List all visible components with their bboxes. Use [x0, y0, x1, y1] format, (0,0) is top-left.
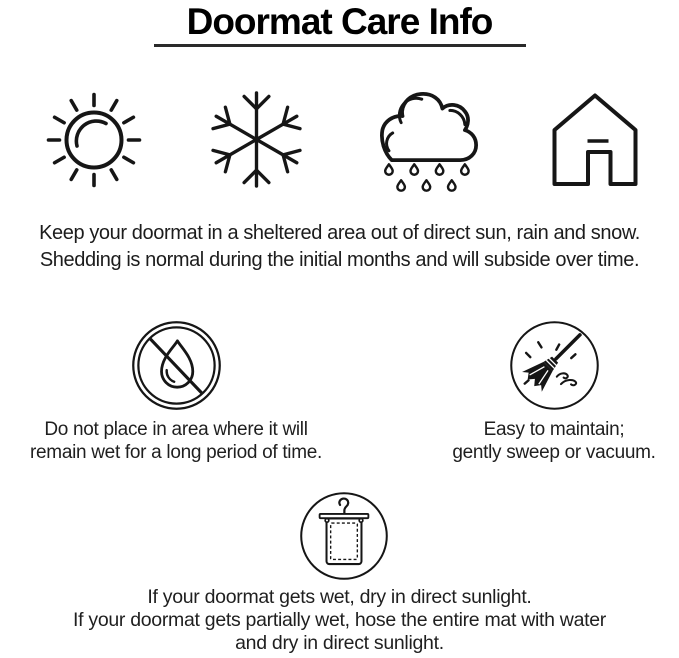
sweep-caption — [452, 418, 655, 464]
no-water-caption — [30, 418, 322, 464]
rain-cloud-icon — [369, 87, 482, 192]
intro-line-1: Keep your doormat in a sheltered area out of direct sun, rain and snow. — [39, 221, 640, 244]
title-underline — [154, 44, 526, 47]
drying-section — [0, 490, 679, 655]
no-water-caption-line-1: Do not place in area where it will — [44, 418, 308, 440]
snowflake-icon — [207, 90, 306, 189]
broom-icon — [508, 319, 601, 412]
drying-caption-line-3: and dry in direct sunlight. — [235, 631, 444, 654]
page-title: Doormat Care Info — [186, 1, 493, 42]
sun-icon — [44, 90, 144, 190]
drying-caption — [73, 586, 606, 655]
sweep-caption-line-1: Easy to maintain; — [483, 418, 625, 440]
no-water-caption-line-2: remain wet for a long period of time. — [30, 441, 322, 463]
intro-text — [0, 220, 679, 274]
sweep-caption-line-2: gently sweep or vacuum. — [452, 441, 656, 463]
drying-caption-line-1: If your doormat gets wet, dry in direct sunlight. — [147, 585, 532, 608]
care-item-sweep — [429, 319, 679, 464]
drying-caption-line-2: If your doormat gets partially wet, hose the entire mat with water — [73, 608, 606, 631]
intro-line-2: Shedding is normal during the initial months and will subside over time. — [39, 248, 640, 271]
care-item-no-water — [0, 319, 352, 464]
no-water-icon — [130, 319, 223, 412]
weather-icons-row — [0, 85, 679, 195]
house-icon — [545, 90, 645, 190]
care-row — [0, 319, 679, 464]
hanging-mat-icon — [298, 490, 390, 582]
